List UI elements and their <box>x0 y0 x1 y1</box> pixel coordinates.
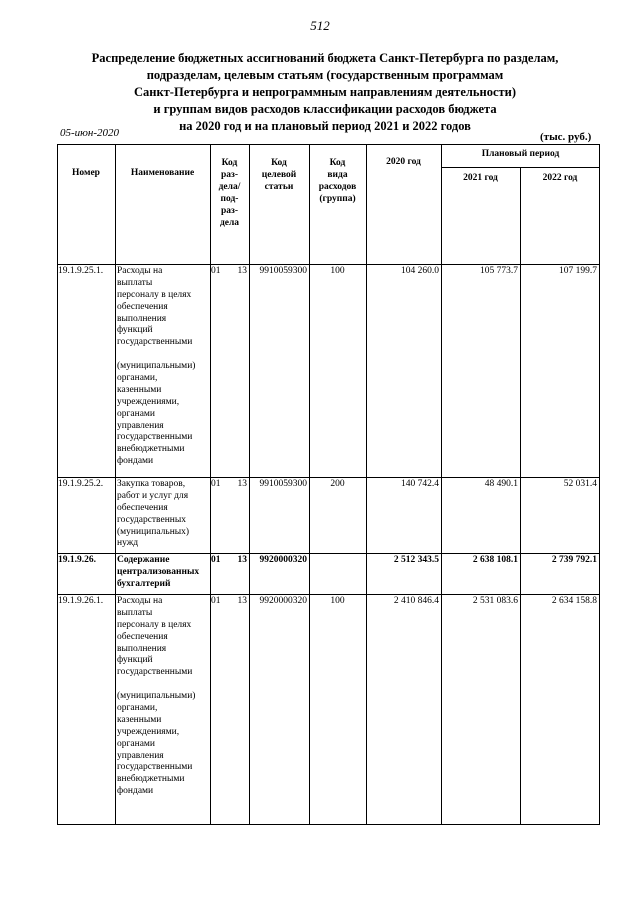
row-subsection: 13 <box>237 266 247 276</box>
row-name-line: выплаты <box>117 607 153 618</box>
row-subsection: 13 <box>237 479 247 489</box>
budget-table <box>57 144 600 824</box>
row-name-line: внебюджетными <box>117 774 185 785</box>
row-section: 01 <box>211 555 221 565</box>
row-name <box>117 479 209 550</box>
row-amount-2022: 52 031.4 <box>563 479 597 489</box>
row-name-line: учреждениями, <box>117 726 180 737</box>
row-name-line: обеспечения <box>117 502 168 513</box>
row-name-line: органами, <box>117 373 158 384</box>
header-expense-line: вида <box>327 170 348 180</box>
row-name-line: бухгалтерий <box>117 578 171 589</box>
title-line: Распределение бюджетных ассигнований бюджета Санкт-Петербурга по разделам, <box>91 51 559 65</box>
row-name-line: казенными <box>117 714 162 725</box>
row-name-line: органами <box>117 408 156 419</box>
row-name <box>117 596 209 798</box>
row-subsection: 13 <box>237 555 247 565</box>
header-target <box>249 157 309 193</box>
header-section-line: раз- <box>220 206 238 216</box>
header-section-line: под- <box>220 194 239 204</box>
header-section <box>210 157 249 229</box>
row-number: 19.1.9.25.2. <box>58 479 104 489</box>
row-divider <box>57 477 600 478</box>
row-number: 19.1.9.26. <box>58 555 96 565</box>
row-amount-2022: 2 634 158.8 <box>551 596 597 606</box>
row-name-line: работ и услуг для <box>117 490 189 501</box>
row-section: 01 <box>211 266 221 276</box>
header-2021-line: 2021 год <box>463 173 498 183</box>
row-subsection: 13 <box>237 596 247 606</box>
title-line: подразделам, целевым статьям (государственным программам <box>146 68 504 82</box>
header-planned <box>441 148 600 160</box>
row-name-line: государственными <box>117 337 193 348</box>
row-name-line: нужд <box>117 538 139 549</box>
row-section: 01 <box>211 479 221 489</box>
header-section-line: дела <box>219 218 240 228</box>
row-name-line: функций <box>117 325 153 336</box>
row-name-line: обеспечения <box>117 301 168 312</box>
row-name-line: персоналу в целях <box>117 289 192 300</box>
row-name-line: фондами <box>117 786 154 797</box>
table-border-right <box>599 144 600 824</box>
header-target-line: статьи <box>264 182 294 192</box>
row-expense: 100 <box>330 266 345 276</box>
row-name-line: функций <box>117 655 153 666</box>
row-name <box>117 266 209 468</box>
row-target: 9910059300 <box>259 479 307 489</box>
row-divider <box>57 553 600 554</box>
row-divider <box>57 264 600 265</box>
row-name-line: управления <box>117 750 164 761</box>
header-name <box>115 167 210 179</box>
row-amount-2022: 2 739 792.1 <box>551 555 597 565</box>
title-line: Санкт-Петербурга и непрограммным направлениям деятельности) <box>133 85 516 99</box>
row-name-line: (муниципальными) <box>117 361 196 372</box>
document-date: 05-июн-2020 <box>60 127 120 139</box>
row-amount-2020: 2 410 846.4 <box>393 596 439 606</box>
row-name-line: органами <box>117 738 156 749</box>
header-2021 <box>441 172 520 184</box>
row-expense: 200 <box>330 479 345 489</box>
header-2022 <box>520 172 600 184</box>
row-name-line <box>117 679 209 691</box>
header-2022-line: 2022 год <box>542 173 578 183</box>
row-amount-2021: 105 773.7 <box>480 266 518 276</box>
header-planned-line: Плановый период <box>481 149 560 159</box>
header-expense <box>309 157 366 205</box>
table-border-bottom <box>57 824 600 825</box>
header-section-line: дела/ <box>218 182 241 192</box>
row-name-line: Расходы на <box>117 596 163 606</box>
row-amount-2020: 104 260.0 <box>401 266 439 276</box>
row-name-line: (муниципальных) <box>117 526 190 537</box>
row-name-line: обеспечения <box>117 631 168 642</box>
row-expense: 100 <box>330 596 345 606</box>
table-border-top <box>57 144 600 145</box>
header-target-line: Код <box>271 158 287 168</box>
header-2020 <box>366 156 441 168</box>
page-number: 512 <box>310 18 330 33</box>
row-name-line: фондами <box>117 456 154 467</box>
row-amount-2020: 2 512 343.5 <box>393 555 439 565</box>
row-name-line <box>117 349 209 361</box>
row-section: 01 <box>211 596 221 606</box>
row-name-line: выполнения <box>117 643 167 654</box>
row-amount-2021: 2 531 083.6 <box>472 596 518 606</box>
row-name <box>117 555 209 591</box>
units-label: (тыс. руб.) <box>540 131 592 143</box>
header-number-line: Номер <box>72 168 100 178</box>
column-divider <box>115 144 116 824</box>
row-name-line: управления <box>117 420 164 431</box>
row-name-line: государственными <box>117 762 193 773</box>
row-name-line: государственных <box>117 514 187 525</box>
row-target: 9920000320 <box>259 555 307 565</box>
header-expense-line: расходов <box>318 182 357 192</box>
header-expense-line: (группа) <box>319 194 356 204</box>
header-target-line: целевой <box>261 170 297 180</box>
row-target: 9920000320 <box>259 596 307 606</box>
document-title <box>60 50 590 135</box>
row-target: 9910059300 <box>259 266 307 276</box>
header-name-line: Наименование <box>130 168 195 178</box>
header-section-line: Код <box>221 158 238 168</box>
row-name-line: казенными <box>117 384 162 395</box>
row-name-line: Содержание <box>117 555 170 565</box>
row-name-line: централизованных <box>117 566 200 577</box>
header-2020-line: 2020 год <box>386 157 421 167</box>
row-name-line: выплаты <box>117 277 153 288</box>
row-name-line: государственными <box>117 667 193 678</box>
title-line: на 2020 год и на плановый период 2021 и 2022 годов <box>179 119 471 133</box>
header-number <box>57 167 115 179</box>
row-divider <box>57 594 600 595</box>
row-name-line: выполнения <box>117 313 167 324</box>
row-amount-2020: 140 742.4 <box>401 479 439 489</box>
row-name-line: Расходы на <box>117 266 163 276</box>
row-name-line: (муниципальными) <box>117 691 196 702</box>
row-number: 19.1.9.26.1. <box>58 596 104 606</box>
row-name-line: внебюджетными <box>117 444 185 455</box>
title-line: и группам видов расходов классификации расходов бюджета <box>153 102 497 116</box>
row-amount-2021: 48 490.1 <box>484 479 518 489</box>
row-name-line: учреждениями, <box>117 396 180 407</box>
row-name-line: Закупка товаров, <box>117 479 186 489</box>
row-number: 19.1.9.25.1. <box>58 266 104 276</box>
row-name-line: государственными <box>117 432 193 443</box>
row-amount-2021: 2 638 108.1 <box>472 555 518 565</box>
row-name-line: органами, <box>117 703 158 714</box>
row-amount-2022: 107 199.7 <box>559 266 597 276</box>
header-expense-line: Код <box>329 158 346 168</box>
header-section-line: раз- <box>220 170 238 180</box>
row-name-line: персоналу в целях <box>117 619 192 630</box>
